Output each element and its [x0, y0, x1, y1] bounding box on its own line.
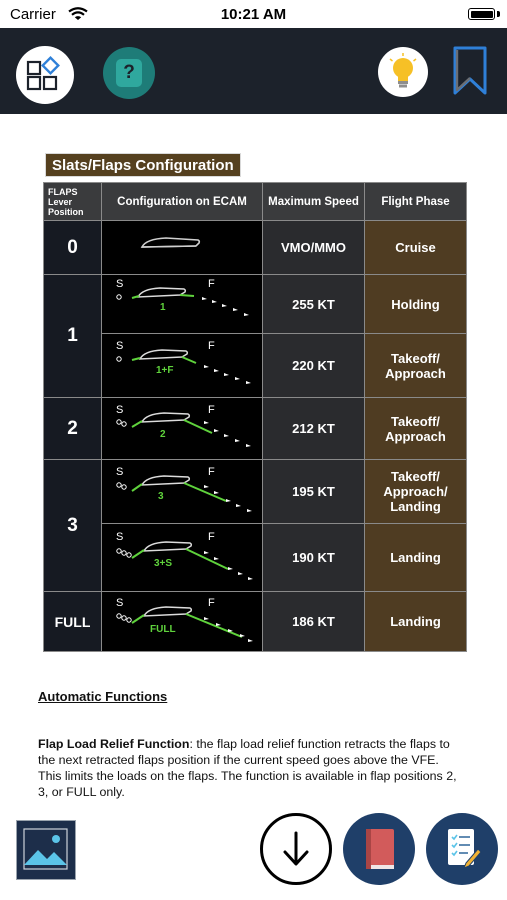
- bookmark-icon: [452, 46, 488, 96]
- image-gallery-icon: [17, 821, 74, 878]
- lever-cell: 3: [44, 460, 102, 592]
- slat-label: S: [116, 339, 124, 352]
- flap-label: F: [208, 403, 215, 416]
- speed-cell: 186 KT: [263, 592, 365, 652]
- ecam-flaps-1f-diagram: [102, 335, 262, 397]
- header-lever-line: Position: [48, 206, 84, 217]
- table-header-row: [44, 183, 467, 221]
- config-label: 3: [158, 490, 164, 502]
- automatic-functions-heading: Automatic Functions: [38, 689, 168, 704]
- menu-button[interactable]: [16, 46, 74, 104]
- content-area: [0, 114, 507, 900]
- table-row: [44, 398, 467, 460]
- config-label: 2: [160, 428, 166, 440]
- ecam-flaps-1-diagram: [102, 275, 262, 333]
- phase-cell: [365, 524, 467, 592]
- speed-cell: 190 KT: [263, 524, 365, 592]
- table-title: Slats/Flaps Configuration: [45, 153, 241, 177]
- speed-cell: 212 KT: [263, 398, 365, 460]
- flap-load-relief-term: Flap Load Relief Function: [38, 737, 190, 751]
- download-button[interactable]: [260, 813, 332, 885]
- checklist-icon: [426, 813, 498, 885]
- phase-cell: [365, 221, 467, 275]
- header-lever-line: FLAPS: [48, 186, 78, 197]
- config-label: FULL: [150, 623, 176, 635]
- ecam-cell: [102, 398, 263, 460]
- phase-line: Cruise: [395, 240, 436, 255]
- phase-cell: [365, 334, 467, 398]
- speed-cell: 255 KT: [263, 275, 365, 334]
- help-button[interactable]: [103, 47, 155, 99]
- phase-line: Approach/: [383, 484, 448, 499]
- ecam-cell: [102, 334, 263, 398]
- flap-label: F: [208, 465, 215, 478]
- flap-load-relief-paragraph: [38, 736, 458, 800]
- phase-line: Takeoff/: [391, 413, 440, 429]
- bookmark-button[interactable]: [452, 46, 488, 96]
- header-lever-line: Lever: [48, 196, 73, 207]
- phase-line: Landing: [390, 499, 441, 514]
- lever-cell: 0: [44, 221, 102, 275]
- book-icon: [343, 813, 415, 885]
- lever-cell: 2: [44, 398, 102, 460]
- checklist-button[interactable]: [426, 813, 498, 885]
- slat-label: S: [116, 403, 124, 416]
- status-bar: [0, 0, 507, 28]
- ecam-cell: [102, 592, 263, 652]
- flap-load-relief-text: : the flap load relief function retracts the flaps to the next retracted flaps position if the current speed goes above the VFE. This limits the loads on the flaps. The function is available in flap positions 2, 3, or FULL only.: [38, 737, 457, 799]
- table-row: [44, 334, 467, 398]
- flap-label: F: [208, 278, 215, 290]
- slats-flaps-table: [43, 182, 467, 652]
- lightbulb-icon: [378, 47, 428, 97]
- idea-button[interactable]: [378, 47, 428, 97]
- phase-cell: [365, 460, 467, 524]
- book-button[interactable]: [343, 813, 415, 885]
- table-row: [44, 275, 467, 334]
- table-row: [44, 460, 467, 524]
- table-row: [44, 221, 467, 275]
- carrier-label: Carrier: [10, 6, 56, 23]
- slat-label: S: [116, 465, 124, 478]
- flap-label: F: [208, 339, 215, 352]
- phase-line: Landing: [390, 550, 441, 565]
- question-icon: ?: [116, 59, 142, 87]
- speed-cell: 195 KT: [263, 460, 365, 524]
- speed-cell: VMO/MMO: [263, 221, 365, 275]
- phase-cell: [365, 275, 467, 334]
- nav-bar: [0, 28, 507, 114]
- clock: 10:21 AM: [220, 6, 287, 23]
- slat-label: S: [116, 530, 124, 543]
- header-ecam: Configuration on ECAM: [102, 183, 263, 221]
- ecam-cell: [102, 275, 263, 334]
- header-phase: Flight Phase: [365, 183, 467, 221]
- table-row: [44, 592, 467, 652]
- ecam-flaps-3s-diagram: [102, 525, 262, 591]
- slat-label: S: [116, 278, 124, 290]
- header-speed: Maximum Speed: [263, 183, 365, 221]
- config-label: 3+S: [154, 557, 173, 569]
- lever-cell: FULL: [44, 592, 102, 652]
- ecam-flaps-full-diagram: [102, 593, 262, 651]
- config-label: 1: [160, 302, 166, 313]
- ecam-cell: [102, 524, 263, 592]
- download-arrow-icon: [263, 816, 329, 882]
- grid-diamond-icon: [16, 46, 74, 104]
- slat-label: S: [116, 596, 124, 609]
- battery-icon: [468, 8, 495, 20]
- phase-line: Landing: [390, 614, 441, 629]
- gallery-button[interactable]: [16, 820, 76, 880]
- speed-cell: 220 KT: [263, 334, 365, 398]
- battery-tip: [497, 11, 500, 17]
- phase-line: Approach: [385, 428, 446, 444]
- flap-label: F: [208, 596, 215, 609]
- phase-line: Takeoff/: [391, 350, 440, 366]
- header-lever: [44, 183, 102, 221]
- ecam-cell: [102, 221, 263, 275]
- ecam-flaps-3-diagram: [102, 461, 262, 523]
- table-row: [44, 524, 467, 592]
- ecam-cell: [102, 460, 263, 524]
- flap-label: F: [208, 530, 215, 543]
- wing-clean-diagram: [102, 222, 262, 274]
- ecam-flaps-2-diagram: [102, 399, 262, 459]
- phase-line: Approach: [385, 365, 446, 381]
- lever-cell: 1: [44, 275, 102, 398]
- phase-line: Holding: [391, 296, 440, 312]
- phase-cell: [365, 398, 467, 460]
- phase-cell: [365, 592, 467, 652]
- phase-line: Takeoff/: [391, 469, 440, 484]
- config-label: 1+F: [156, 364, 174, 376]
